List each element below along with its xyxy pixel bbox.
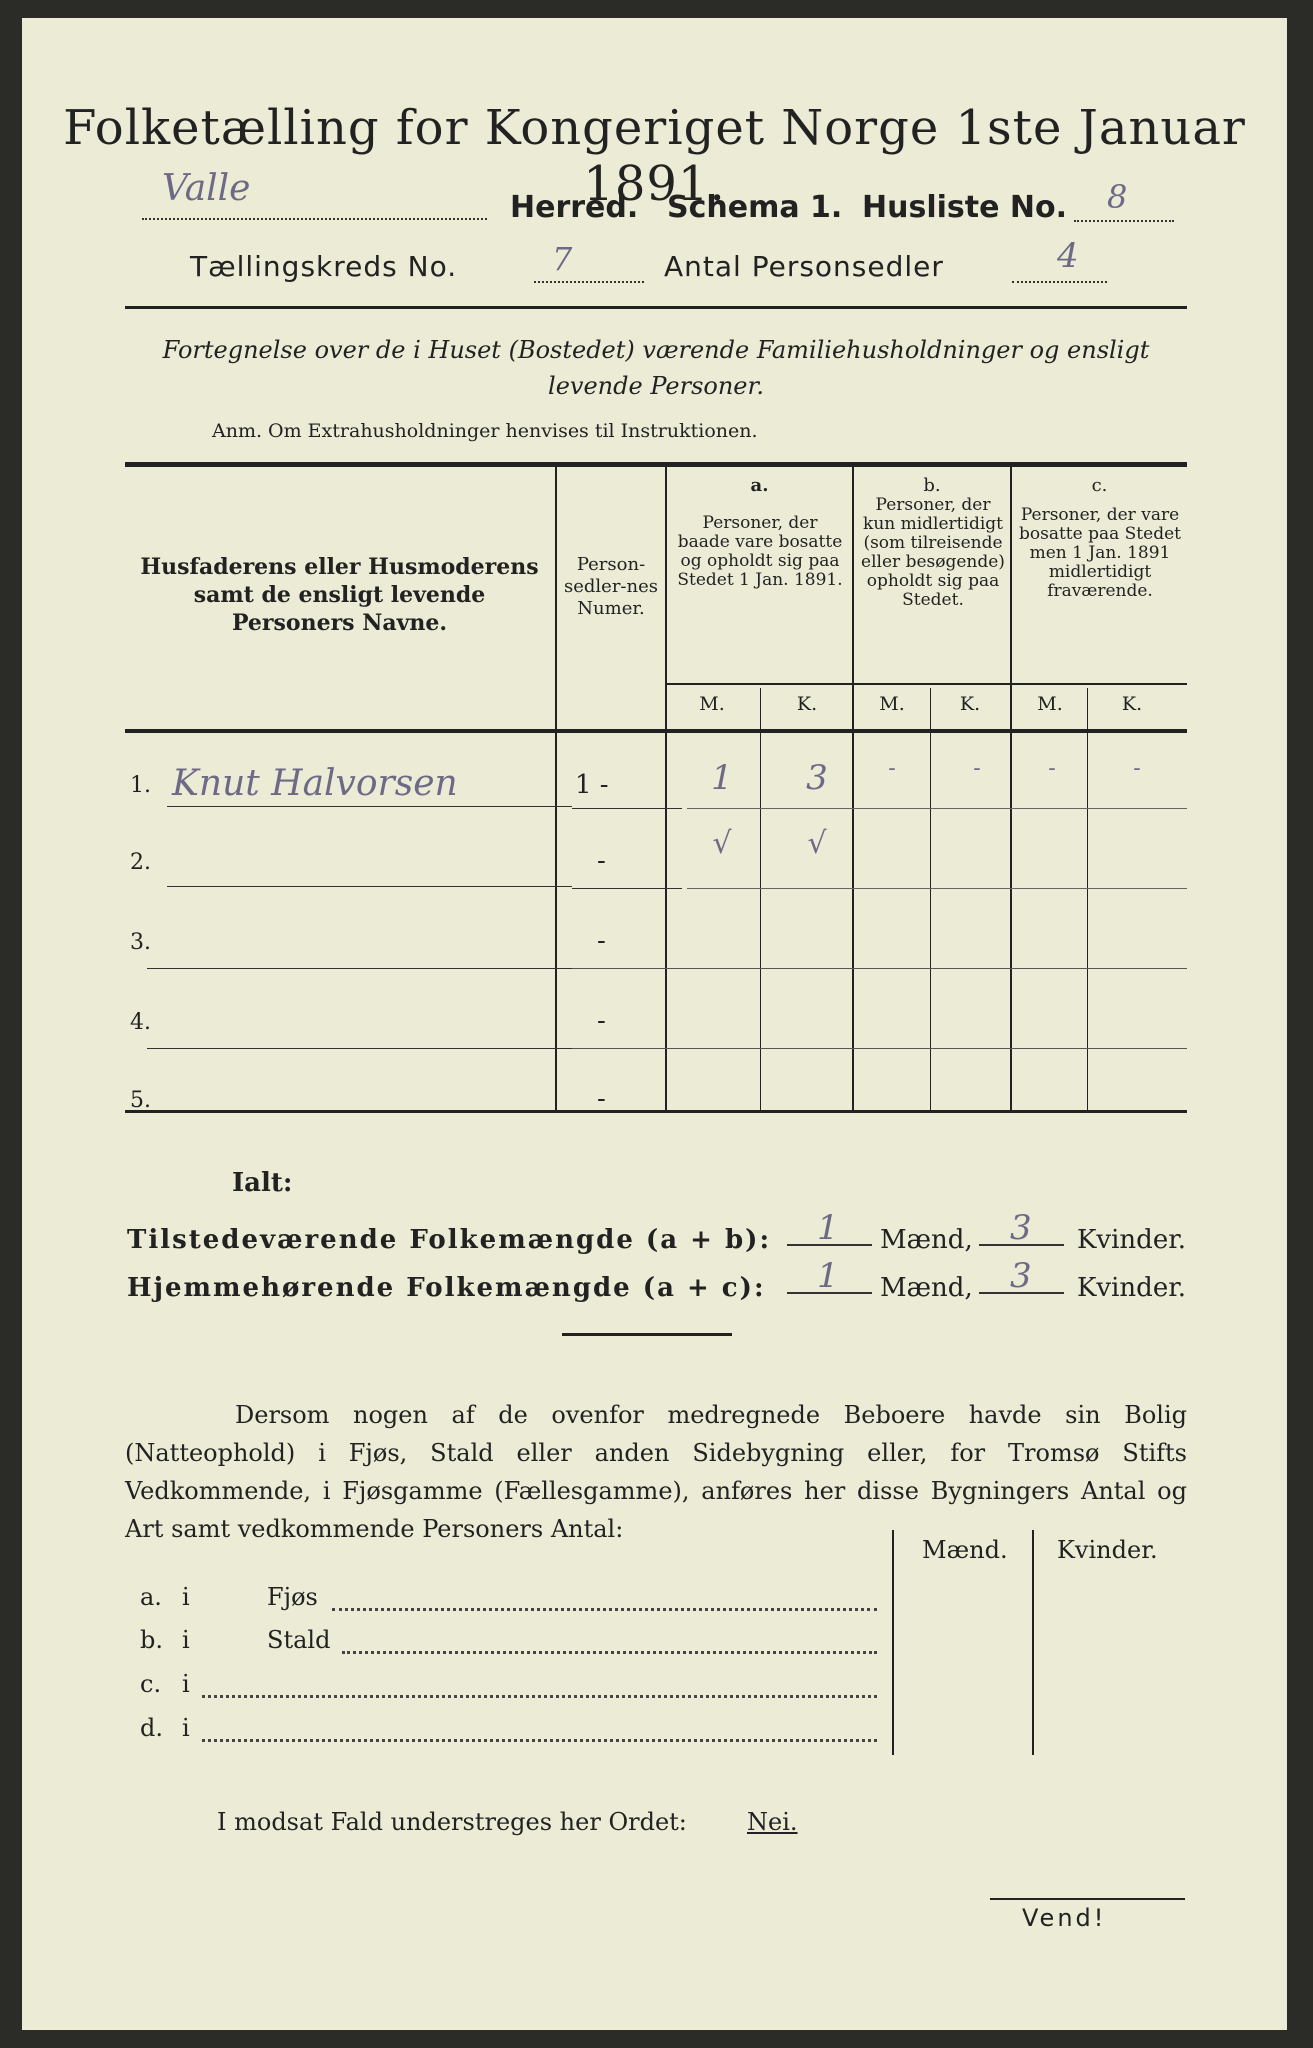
sedler-number: 1 - [575, 770, 609, 800]
building-prefix: i [182, 1714, 190, 1742]
col-divider [1010, 466, 1012, 1111]
building-fill[interactable] [332, 1588, 877, 1611]
row-number: 3. [130, 930, 151, 955]
c-k-value[interactable]: - [1133, 756, 1141, 781]
col-header-b: Personer, der kun midlertidigt (som tilreisende eller besøgende) opholdt sig paa Stedet. [861, 495, 1005, 610]
hjem-kvinder-label: Kvinder. [1077, 1273, 1187, 1303]
form-title: Folketælling for Kongeriget Norge 1ste Januar 1891. [63, 100, 1246, 212]
kreds-field[interactable] [534, 261, 644, 283]
hjem-maend-value[interactable]: 1 [817, 1256, 839, 1296]
kvinder-header: Kvinder. [1057, 1536, 1158, 1564]
intro-text: Fortegnelse over de i Huset (Bostedet) værende Familiehusholdninger og ensligt levende Personer. [162, 336, 1150, 400]
herred-value: Valle [162, 168, 251, 209]
sedler-number: - [597, 926, 606, 956]
row-line [687, 888, 1187, 889]
row-number: 2. [130, 850, 151, 875]
row-line [572, 888, 682, 889]
b-m-value[interactable]: - [888, 756, 896, 781]
building-fill[interactable] [342, 1631, 877, 1654]
herred-label: Herred. [510, 190, 639, 225]
divider [125, 306, 1187, 309]
a-k-value[interactable]: √ [807, 826, 827, 861]
row-number: 5. [130, 1088, 151, 1113]
building-col-divider [1032, 1530, 1034, 1755]
sedler-number: - [597, 1006, 606, 1036]
buildings-paragraph: Dersom nogen af de ovenfor medregnede Beboere havde sin Bolig (Natteophold) i Fjøs, Stald eller anden Sidebygning eller, for Tromsø Stifts Vedkommende, i Fjøsgamme (Fællesgamme), anføres her disse Bygningers Antal og Art samt vedkommende Personers Antal: [125, 1401, 1187, 1543]
col-c-letter: c. [1091, 475, 1108, 496]
table-header-border [125, 729, 1187, 733]
building-letter: b. [140, 1626, 163, 1654]
tilst-maend-value[interactable]: 1 [817, 1208, 839, 1248]
c-m-value[interactable]: - [1048, 756, 1056, 781]
building-label: Fjøs [267, 1583, 318, 1611]
ialt-label: Ialt: [232, 1168, 293, 1198]
row-line [572, 1048, 1187, 1049]
col-divider [852, 466, 854, 1111]
tilst-label: Tilstedeværende Folkemængde (a + b): [127, 1225, 772, 1255]
kreds-value: 7 [552, 240, 573, 278]
row-line [167, 806, 572, 807]
a-m-header: M. [699, 693, 725, 715]
hjem-kvinder-value[interactable]: 3 [1010, 1256, 1032, 1296]
col-a-letter: a. [750, 475, 769, 496]
a-m-value[interactable]: √ [712, 826, 732, 861]
col-divider [665, 466, 667, 1111]
col-header-name: Husfaderens eller Husmoderens samt de ensligt levende Personers Navne. [140, 554, 539, 636]
building-letter: c. [140, 1670, 162, 1698]
anm-note: Anm. Om Extrahusholdninger henvises til Instruktionen. [212, 420, 758, 442]
building-prefix: i [182, 1626, 190, 1654]
tilst-kvinder-label: Kvinder. [1077, 1225, 1187, 1255]
row-line [147, 968, 572, 969]
short-divider [562, 1333, 732, 1336]
table-top-border [125, 462, 1187, 467]
building-fill[interactable] [202, 1719, 877, 1742]
row-line [167, 886, 572, 887]
b-k-value[interactable]: - [973, 756, 981, 781]
building-prefix: i [182, 1583, 190, 1611]
vend-text: Vend! [1022, 1904, 1107, 1932]
nei-word: Nei. [747, 1808, 798, 1836]
col-b-letter: b. [923, 475, 941, 496]
tilst-maend-label: Mænd, [880, 1225, 973, 1255]
household-name[interactable]: Knut Halvorsen [172, 763, 458, 804]
a-m-value[interactable]: 1 [711, 758, 733, 798]
modsat-text: I modsat Fald understreges her Ordet: [217, 1808, 687, 1836]
kreds-label: Tællingskreds No. [190, 250, 458, 283]
row-line [147, 1048, 572, 1049]
row-number: 4. [130, 1010, 151, 1035]
maend-header: Mænd. [922, 1536, 1008, 1564]
building-prefix: i [182, 1670, 190, 1698]
sedler-number: - [597, 846, 606, 876]
hjem-maend-label: Mænd, [880, 1273, 973, 1303]
c-m-header: M. [1037, 693, 1063, 715]
col-header-a: Personer, der baade vare bosatte og opholdt sig paa Stedet 1 Jan. 1891. [677, 513, 843, 590]
antal-value: 4 [1057, 236, 1079, 276]
husliste-value: 8 [1107, 178, 1128, 216]
building-fill[interactable] [202, 1675, 877, 1698]
schema-label: Schema 1. [667, 190, 843, 225]
husliste-label: Husliste No. [862, 190, 1067, 225]
vend-line [990, 1898, 1185, 1900]
mk-header-line [667, 683, 1187, 685]
hjem-label: Hjemmehørende Folkemængde (a + c): [127, 1273, 766, 1303]
col-header-num: Person-sedler-nes Numer. [564, 554, 658, 619]
c-k-header: K. [1121, 693, 1143, 715]
b-m-header: M. [879, 693, 905, 715]
row-line [572, 808, 682, 809]
col-header-c: Personer, der vare bosatte paa Stedet men 1 Jan. 1891 midlertidigt fraværende. [1019, 505, 1181, 601]
a-k-header: K. [796, 693, 818, 715]
table-bottom-border [125, 1110, 1187, 1113]
a-k-value[interactable]: 3 [806, 758, 828, 798]
building-letter: a. [140, 1583, 162, 1611]
b-k-header: K. [959, 693, 981, 715]
row-number: 1. [130, 773, 151, 798]
row-line [572, 968, 1187, 969]
col-divider [555, 466, 557, 1111]
census-form [22, 18, 1287, 2030]
antal-label: Antal Personsedler [664, 250, 944, 283]
row-line [687, 808, 1187, 809]
building-label: Stald [267, 1626, 331, 1654]
building-col-divider [892, 1530, 894, 1755]
sedler-number: - [597, 1084, 606, 1114]
tilst-kvinder-value[interactable]: 3 [1010, 1208, 1032, 1248]
building-letter: d. [140, 1714, 163, 1742]
